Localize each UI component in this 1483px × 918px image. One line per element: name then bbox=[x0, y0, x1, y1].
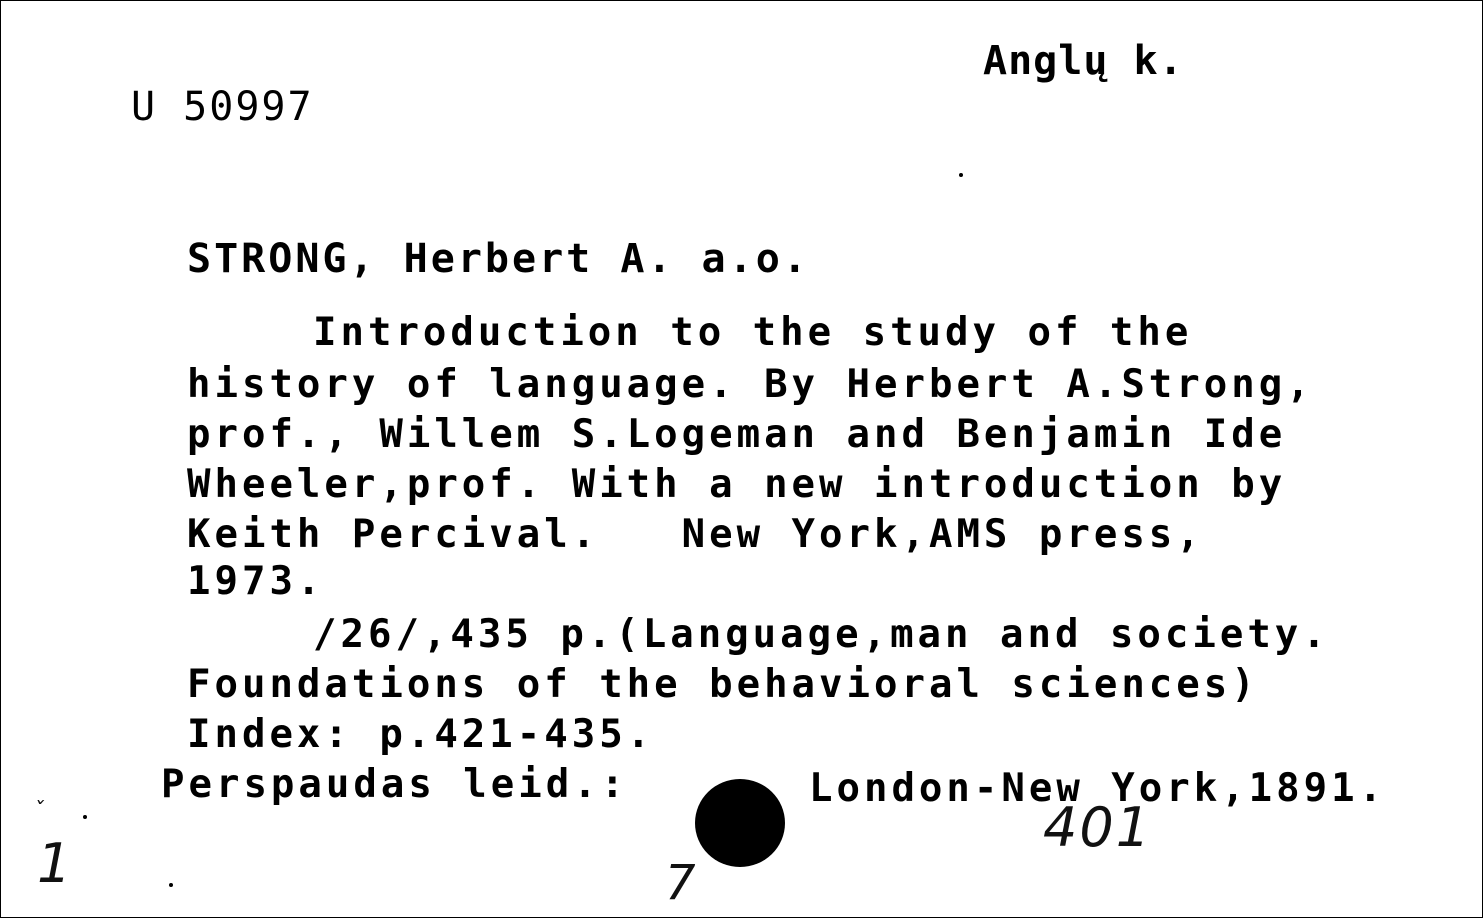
handwritten-bottom-number: 7 bbox=[665, 855, 696, 911]
description-line: Introduction to the study of the bbox=[313, 310, 1193, 355]
description-line: prof., Willem S.Logeman and Benjamin Ide bbox=[187, 412, 1287, 457]
description-line: Foundations of the behavioral sciences) bbox=[187, 662, 1259, 707]
ink-speck bbox=[169, 883, 173, 887]
description-line: /26/,435 p.(Language,man and society. bbox=[313, 612, 1330, 657]
handwritten-tick: ˇ bbox=[33, 799, 44, 824]
ink-speck bbox=[83, 815, 87, 819]
handwritten-left-number: 1 bbox=[37, 832, 72, 895]
original-edition-label: Perspaudas leid.: bbox=[161, 762, 629, 807]
original-edition-value: London-New York,1891. bbox=[809, 766, 1387, 811]
description-line: history of language. By Herbert A.Strong, bbox=[187, 362, 1314, 407]
language-note: Anglų k. bbox=[983, 38, 1184, 84]
description-line: Wheeler,prof. With a new introduction by bbox=[187, 462, 1287, 507]
ink-speck bbox=[959, 173, 963, 177]
description-line: Index: p.421-435. bbox=[187, 712, 655, 757]
description-line: Keith Percival. New York,AMS press, bbox=[187, 512, 1204, 557]
handwritten-shelf-number: 401 bbox=[1043, 796, 1153, 859]
punch-hole bbox=[695, 779, 785, 867]
call-number: U 50997 bbox=[131, 84, 314, 130]
author-heading: STRONG, Herbert A. a.o. bbox=[187, 236, 810, 282]
description-line: 1973. bbox=[187, 559, 325, 604]
